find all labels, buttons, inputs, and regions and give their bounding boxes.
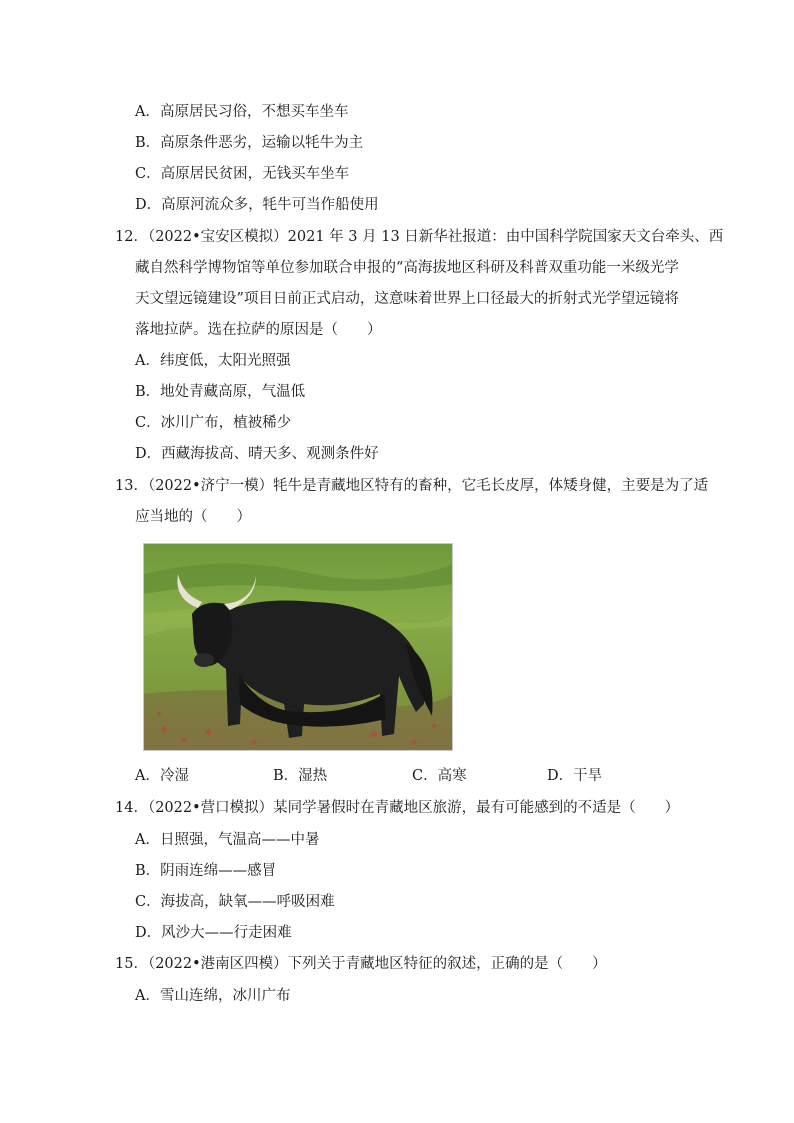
q13-option-c: C．高寒: [412, 768, 467, 784]
q14-option-b: B．阴雨连绵——感冒: [135, 863, 277, 879]
yak-photo: [143, 543, 453, 751]
q12-stem-line-4: 落地拉萨。选在拉萨的原因是（ ）: [135, 322, 382, 338]
q12-option-c: C．冰川广布，植被稀少: [135, 415, 292, 431]
q12-option-d: D．西藏海拔高、晴天多、观测条件好: [135, 446, 379, 462]
q11-option-a: A．高原居民习俗，不想买车坐车: [135, 104, 349, 120]
q13-options: [135, 766, 655, 786]
q12-stem-line-1: 12．（2022•宝安区模拟）2021 年 3 月 13 日新华社报道：由中国科学院国家天文台牵头、西: [115, 229, 724, 245]
q14-stem: 14．（2022•营口模拟）某同学暑假时在青藏地区旅游，最有可能感到的不适是（ ）: [115, 800, 680, 816]
q13-stem-line-1: 13．（2022•济宁一模）牦牛是青藏地区特有的畜种，它毛长皮厚，体矮身健，主要是为了适: [115, 478, 709, 494]
q13-option-a: A．冷湿: [135, 768, 189, 784]
q14-option-d: D．风沙大——行走困难: [135, 925, 292, 941]
q14-option-c: C．海拔高，缺氧——呼吸困难: [135, 894, 335, 910]
q12-stem-line-3: 天文望远镜建设”项目日前正式启动，这意味着世界上口径最大的折射式光学望远镜将: [135, 291, 679, 307]
q15-stem: 15．（2022•港南区四模）下列关于青藏地区特征的叙述，正确的是（ ）: [115, 956, 607, 972]
q14-option-a: A．日照强，气温高——中暑: [135, 832, 320, 848]
q13-stem-line-2: 应当地的（ ）: [135, 509, 251, 525]
q11-option-b: B．高原条件恶劣，运输以牦牛为主: [135, 135, 364, 151]
q11-option-d: D．高原河流众多，牦牛可当作船使用: [135, 197, 379, 213]
q13-option-b: B．湿热: [273, 768, 328, 784]
q12-option-a: A．纬度低，太阳光照强: [135, 353, 291, 369]
q15-option-a: A．雪山连绵，冰川广布: [135, 988, 291, 1004]
q11-option-c: C．高原居民贫困，无钱买车坐车: [135, 166, 350, 182]
q13-option-d: D．干旱: [547, 768, 603, 784]
q12-option-b: B．地处青藏高原，气温低: [135, 384, 306, 400]
q12-stem-line-2: 藏自然科学博物馆等单位参加联合申报的“高海拔地区科研及科普双重功能一米级光学: [135, 260, 679, 276]
